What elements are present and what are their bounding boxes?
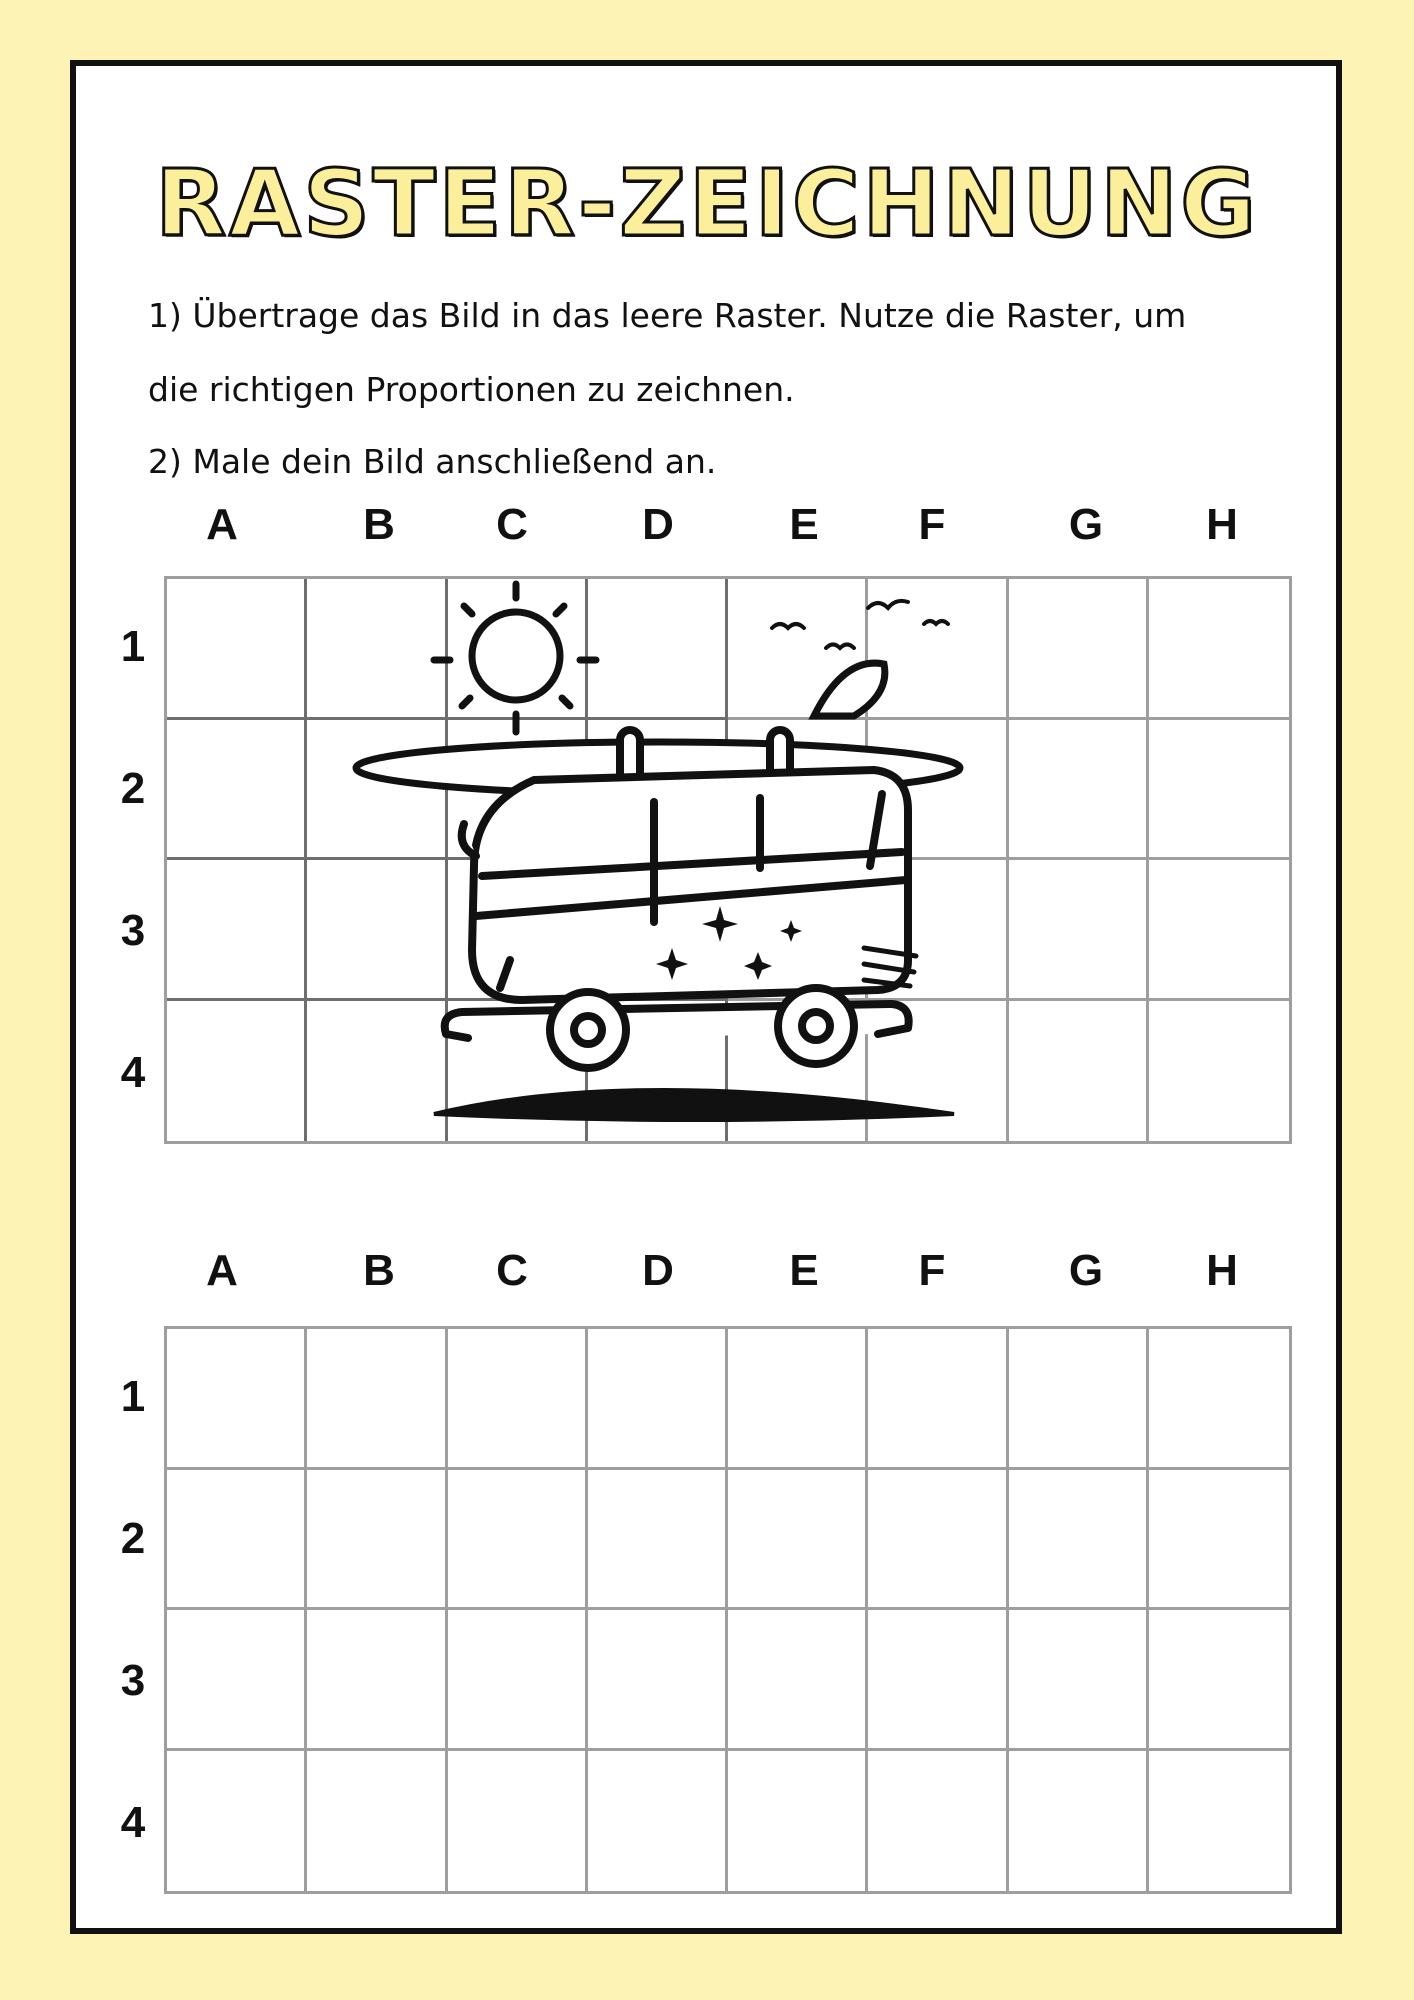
grid-cell-a1[interactable] [167,1329,307,1470]
grid-cell-f2[interactable] [868,1470,1008,1611]
grid-cell-c2 [448,720,588,861]
instruction-line-3: 2) Male dein Bild anschließend an. [148,442,717,481]
grid-cell-a2 [167,720,307,861]
empty-drawing-grid[interactable] [164,1326,1292,1894]
grid-cell-b3 [307,860,447,1001]
grid-cell-a4 [167,1001,307,1142]
grid-cell-e4[interactable] [728,1751,868,1892]
grid-cell-a2[interactable] [167,1470,307,1611]
column-label: H [1206,1246,1238,1295]
grid-cell-b3[interactable] [307,1610,447,1751]
grid-cell-e2[interactable] [728,1470,868,1611]
column-label: A [206,1246,238,1295]
grid-cell-e3[interactable] [728,1610,868,1751]
grid-cell-b4[interactable] [307,1751,447,1892]
column-label: E [789,500,819,549]
column-label: G [1068,1246,1104,1295]
grid-cell-h3[interactable] [1149,1610,1289,1751]
grid-cell-b1 [307,579,447,720]
instruction-line-2: die richtigen Proportionen zu zeichnen. [148,370,795,409]
grid-cell-d2 [588,720,728,861]
grid-cell-c2[interactable] [448,1470,588,1611]
grid-cell-h3 [1149,860,1289,1001]
column-label: C [496,500,528,549]
grid-cell-d3[interactable] [588,1610,728,1751]
grid-cell-c1[interactable] [448,1329,588,1470]
grid-cell-f3 [868,860,1008,1001]
grid-cell-e1 [728,579,868,720]
grid-cell-d1 [588,579,728,720]
row-label: 1 [120,622,146,671]
grid-cell-a3[interactable] [167,1610,307,1751]
grid-cell-h2 [1149,720,1289,861]
grid-cell-e1[interactable] [728,1329,868,1470]
grid-cell-f3[interactable] [868,1610,1008,1751]
grid-cell-g2[interactable] [1009,1470,1149,1611]
column-label: A [206,500,238,549]
column-label: B [363,500,395,549]
grid-cell-d4[interactable] [588,1751,728,1892]
column-label: D [642,500,674,549]
grid-cell-b2[interactable] [307,1470,447,1611]
grid-cell-c3[interactable] [448,1610,588,1751]
grid-cell-f4 [868,1001,1008,1142]
grid-cell-c3 [448,860,588,1001]
grid-cell-c4 [448,1001,588,1142]
grid-cell-a4[interactable] [167,1751,307,1892]
grid-cell-h2[interactable] [1149,1470,1289,1611]
grid-cell-c1 [448,579,588,720]
grid-cell-e2 [728,720,868,861]
grid-cell-e4 [728,1001,868,1142]
grid-cell-g1 [1009,579,1149,720]
grid-cell-g3[interactable] [1009,1610,1149,1751]
grid-cell-d3 [588,860,728,1001]
column-label: H [1206,500,1238,549]
row-label: 3 [120,1656,146,1705]
row-label: 3 [120,906,146,955]
column-label: B [363,1246,395,1295]
grid-cell-f1[interactable] [868,1329,1008,1470]
grid-cell-d1[interactable] [588,1329,728,1470]
grid-cell-b1[interactable] [307,1329,447,1470]
page-title: RASTER-ZEICHNUNG [155,150,1259,257]
column-label: G [1068,500,1104,549]
grid-cell-c4[interactable] [448,1751,588,1892]
instruction-line-1: 1) Übertrage das Bild in das leere Raster. Nutze die Raster, um [148,296,1187,335]
grid-cell-a1 [167,579,307,720]
grid-cell-g4[interactable] [1009,1751,1149,1892]
grid-cell-f2 [868,720,1008,861]
grid-cell-e3 [728,860,868,1001]
grid-cell-g2 [1009,720,1149,861]
grid-cell-d4 [588,1001,728,1142]
column-label: F [918,500,946,549]
row-label: 4 [120,1048,146,1097]
row-label: 4 [120,1798,146,1847]
grid-cell-f1 [868,579,1008,720]
grid-cell-h4 [1149,1001,1289,1142]
grid-cell-b2 [307,720,447,861]
grid-cell-f4[interactable] [868,1751,1008,1892]
column-label: E [789,1246,819,1295]
grid-cell-g1[interactable] [1009,1329,1149,1470]
column-label: D [642,1246,674,1295]
grid-cell-h4[interactable] [1149,1751,1289,1892]
grid-cell-a3 [167,860,307,1001]
column-label: C [496,1246,528,1295]
reference-grid [164,576,1292,1144]
grid-cell-h1 [1149,579,1289,720]
row-label: 2 [120,764,146,813]
grid-cell-g3 [1009,860,1149,1001]
row-label: 1 [120,1372,146,1421]
grid-cell-h1[interactable] [1149,1329,1289,1470]
grid-cell-b4 [307,1001,447,1142]
grid-cell-g4 [1009,1001,1149,1142]
column-label: F [918,1246,946,1295]
grid-cell-d2[interactable] [588,1470,728,1611]
row-label: 2 [120,1514,146,1563]
